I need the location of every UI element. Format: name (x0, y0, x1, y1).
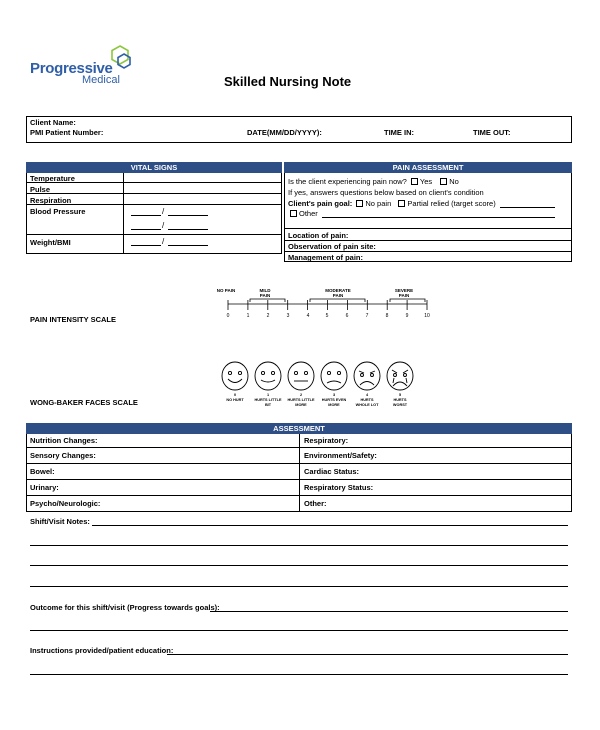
instructions-line-1[interactable] (167, 654, 568, 655)
bmi-field[interactable] (168, 245, 208, 246)
partial-relief-checkbox[interactable] (398, 200, 405, 207)
vital-pulse-label: Pulse (30, 185, 51, 194)
face-number-3: 3 (332, 393, 336, 397)
respiratory-label: Respiratory: (304, 436, 349, 445)
pain-now-question: Is the client experiencing pain now? (288, 177, 407, 186)
scale-header-no-pain: NO PAIN (216, 288, 236, 293)
face-label-hurts-little-bit: HURTS LITTLE BIT (254, 398, 282, 407)
scale-tick-2: 2 (266, 313, 270, 319)
bp-field-2a[interactable] (131, 229, 161, 230)
face-label-no-hurt: NO HURT (226, 398, 244, 402)
vital-respiration-label: Respiration (30, 196, 72, 205)
scale-tick-4: 4 (306, 313, 310, 319)
face-number-1: 1 (266, 393, 270, 397)
scale-tick-5: 5 (325, 313, 329, 319)
urinary-label: Urinary: (30, 483, 59, 492)
pain-yes-label: Yes (419, 177, 433, 186)
scale-tick-7: 7 (365, 313, 369, 319)
pain-intensity-scale-label: PAIN INTENSITY SCALE (30, 315, 116, 324)
assessment-header: ASSESSMENT (26, 423, 572, 434)
client-name-label: Client Name: (30, 118, 76, 127)
no-pain-label: No pain (365, 199, 392, 208)
pain-assessment-header: PAIN ASSESSMENT (284, 162, 572, 173)
wong-baker-scale-label: WONG-BAKER FACES SCALE (30, 398, 138, 407)
pain-location-label: Location of pain: (288, 231, 349, 240)
bowel-label: Bowel: (30, 467, 55, 476)
instructions-line-2[interactable] (30, 674, 568, 675)
bp-field-1b[interactable] (168, 215, 208, 216)
instructions-label: Instructions provided/patient education: (30, 646, 174, 655)
face-number-2: 2 (299, 393, 303, 397)
shift-notes-line-2[interactable] (30, 545, 568, 546)
environment-safety-label: Environment/Safety: (304, 451, 377, 460)
pain-instruction-text: If yes, answers questions below based on client's condition (288, 188, 484, 197)
face-number-5: 5 (398, 393, 402, 397)
wong-baker-faces (218, 360, 418, 394)
face-label-hurts-little-more: HURTS LITTLE MORE (287, 398, 315, 407)
pain-goal-label: Client's pain goal: (288, 199, 353, 208)
face-label-hurts-even-more: HURTS EVEN MORE (321, 398, 347, 407)
pain-observation-label: Observation of pain site: (288, 242, 376, 251)
scale-tick-1: 1 (246, 313, 250, 319)
shift-notes-line-4[interactable] (30, 586, 568, 587)
face-label-hurts-worst: HURTS WORST (392, 398, 408, 407)
scale-header-severe-pain: SEVERE PAIN (394, 288, 414, 298)
scale-tick-3: 3 (286, 313, 290, 319)
time-out-label: TIME OUT: (473, 128, 511, 137)
weight-field[interactable] (131, 245, 161, 246)
cardiac-status-label: Cardiac Status: (304, 467, 360, 476)
other-goal-checkbox[interactable] (290, 210, 297, 217)
outcome-line-2[interactable] (30, 630, 568, 631)
vital-signs-header: VITAL SIGNS (26, 162, 282, 173)
outcome-line-1[interactable] (210, 611, 568, 612)
scale-tick-9: 9 (405, 313, 409, 319)
bp-field-1a[interactable] (131, 215, 161, 216)
date-label: DATE(MM/DD/YYYY): (247, 128, 322, 137)
vital-temperature-label: Temperature (30, 174, 75, 183)
shift-notes-line-1[interactable] (92, 525, 568, 526)
shift-notes-line-3[interactable] (30, 565, 568, 566)
logo-word-medical: Medical (82, 74, 120, 86)
shift-visit-notes-label: Shift/Visit Notes: (30, 517, 90, 526)
respiratory-status-label: Respiratory Status: (304, 483, 374, 492)
scale-tick-6: 6 (345, 313, 349, 319)
scale-header-moderate-pain: MODERATE PAIN (325, 288, 351, 298)
scale-tick-0: 0 (226, 313, 230, 319)
scale-header-mild-pain: MILD PAIN (259, 288, 271, 298)
scale-tick-8: 8 (385, 313, 389, 319)
face-number-4: 4 (365, 393, 369, 397)
outcome-label: Outcome for this shift/visit (Progress towards goals): (30, 603, 220, 612)
face-label-hurts-whole-lot: HURTS WHOLE LOT (355, 398, 379, 407)
pmi-number-label: PMI Patient Number: (30, 128, 104, 137)
no-pain-checkbox[interactable] (356, 200, 363, 207)
pain-management-label: Management of pain: (288, 253, 364, 262)
psycho-neurologic-label: Psycho/Neurologic: (30, 499, 101, 508)
sensory-changes-label: Sensory Changes: (30, 451, 96, 460)
nutrition-changes-label: Nutrition Changes: (30, 436, 98, 445)
vital-blood-pressure-label: Blood Pressure (30, 207, 86, 216)
face-number-0: 0 (233, 393, 237, 397)
scale-tick-10: 10 (424, 313, 430, 319)
other-goal-field[interactable] (322, 217, 555, 218)
logo-word-progressive: Progressive (30, 60, 113, 77)
pain-no-label: No (449, 177, 459, 186)
bp-field-2b[interactable] (168, 229, 208, 230)
page-title: Skilled Nursing Note (224, 74, 352, 89)
other-assessment-label: Other: (304, 499, 327, 508)
pain-no-checkbox[interactable] (440, 178, 447, 185)
partial-relief-label: Partial relied (target score) (407, 199, 496, 208)
target-score-field[interactable] (500, 207, 555, 208)
pain-yes-checkbox[interactable] (411, 178, 418, 185)
other-goal-label: Other (299, 209, 318, 218)
time-in-label: TIME IN: (384, 128, 414, 137)
vital-weight-bmi-label: Weight/BMI (30, 238, 71, 247)
